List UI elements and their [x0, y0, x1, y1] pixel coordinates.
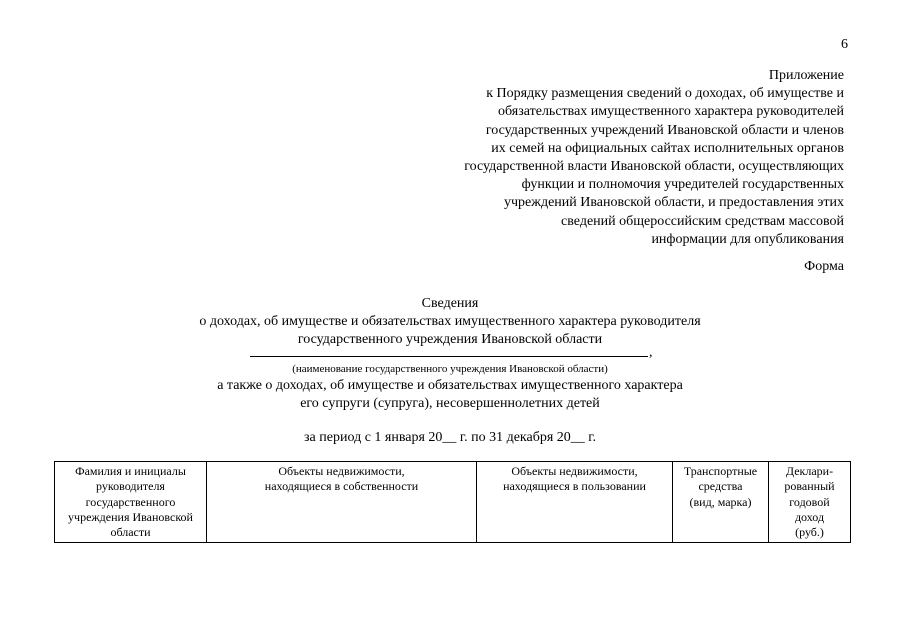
institution-name-blank: [250, 345, 660, 361]
column-header-declared-income: Деклари- рованный годовой доход (руб.): [769, 462, 851, 543]
column-header-used-property: Объекты недвижимости, находящиеся в пользовании: [477, 462, 673, 543]
form-label: Форма: [804, 259, 844, 274]
appendix-line: государственных учреждений Ивановской области и членов: [485, 122, 844, 138]
appendix-header: [380, 67, 844, 249]
information-table: [54, 461, 851, 543]
also-line: а также о доходах, об имуществе и обязательствах имущественного характера: [217, 378, 683, 393]
appendix-line: государственной власти Ивановской области, осуществляющих: [464, 159, 844, 175]
also-text: [100, 377, 800, 413]
appendix-line: учреждений Ивановской области, и предоставления этих: [504, 195, 844, 211]
also-line: его супруги (супруга), несовершеннолетних детей: [300, 396, 600, 411]
title-line: о доходах, об имуществе и обязательствах имущественного характера руководителя: [199, 314, 701, 329]
document-title: [100, 295, 800, 349]
table-header-row: [55, 462, 851, 543]
column-header-vehicles: Транспортные средства (вид, марка): [673, 462, 769, 543]
appendix-line: их семей на официальных сайтах исполнительных органов: [491, 140, 844, 156]
appendix-line: информации для опубликования: [651, 231, 844, 247]
blank-underline: [250, 356, 648, 357]
appendix-line: к Порядку размещения сведений о доходах, об имуществе и: [486, 86, 844, 102]
appendix-line: сведений общероссийским средствам массовой: [561, 213, 844, 229]
appendix-line: обязательствах имущественного характера руководителей: [498, 104, 844, 120]
appendix-line: Приложение: [768, 68, 844, 83]
appendix-line: функции и полномочия учредителей государственных: [521, 177, 844, 193]
blank-caption: (наименование государственного учреждения Ивановской области): [292, 363, 608, 375]
title-line: государственного учреждения Ивановской области: [297, 332, 603, 347]
column-header-full-name: Фамилия и инициалы руководителя государственного учреждения Ивановской области: [55, 462, 207, 543]
column-header-owned-property: Объекты недвижимости, находящиеся в собственности: [207, 462, 477, 543]
title-line: Сведения: [421, 296, 479, 311]
blank-comma: ,: [649, 345, 653, 360]
page-number: 6: [841, 37, 848, 52]
reporting-period: за период с 1 января 20__ г. по 31 декабря 20__ г.: [304, 430, 596, 445]
